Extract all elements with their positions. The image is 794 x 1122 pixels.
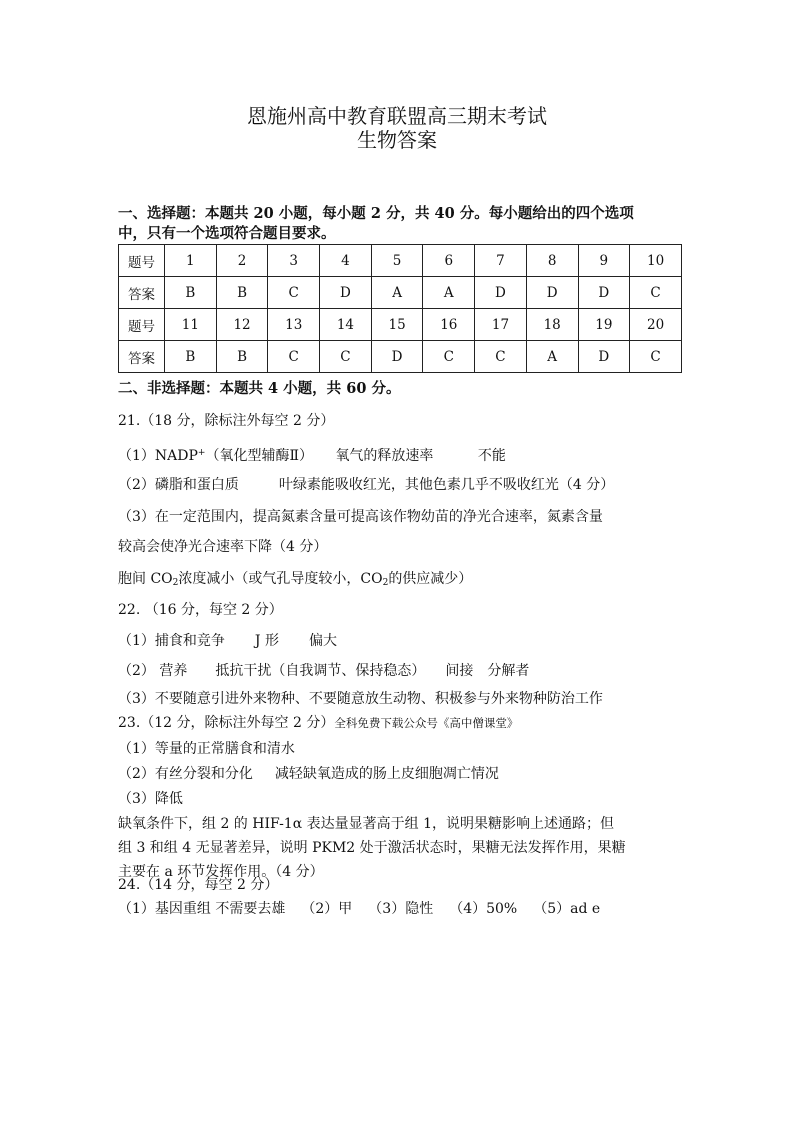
answer-table-cell: 19 (578, 309, 630, 341)
q23-a2-b: 减轻缺氧造成的肠上皮细胞凋亡情况 (274, 766, 499, 782)
q24-a5: （5）ad e (533, 901, 601, 917)
q23-answer-2 (118, 765, 499, 783)
answer-table-cell: A (371, 277, 423, 309)
q21-answer-3-line3 (118, 570, 472, 592)
answer-table-cell: 8 (526, 245, 578, 277)
q22-a2-b: 抵抗干扰（自我调节、保持稳态） (215, 663, 426, 679)
answer-table-cell: B (216, 277, 268, 309)
q22-a1-a: （1）捕食和竞争 (118, 633, 225, 649)
q21-heading: 21.（18 分，除标注外每空 2 分） (118, 413, 335, 429)
answer-table-cell: B (165, 277, 217, 309)
q22-answer-1 (118, 632, 337, 650)
q22-answer-3: （3）不要随意引进外来物种、不要随意放生动物、积极参与外来物种防治工作 (118, 691, 603, 707)
q24-answers (118, 900, 600, 918)
q22-answer-2 (118, 662, 529, 680)
answer-table-row (119, 341, 682, 373)
answer-table-cell: 14 (320, 309, 372, 341)
q23-a2-a: （2）有丝分裂和分化 (118, 766, 253, 782)
q23-answer-4-line3: 主要在 a 环节发挥作用。（4 分） (118, 864, 324, 880)
q21-a2-b: 叶绿素能吸收红光，其他色素几乎不吸收红光（4 分） (278, 477, 615, 493)
answer-table-cell: D (320, 277, 372, 309)
q21-a1-b: 氧气的释放速率 (335, 448, 434, 464)
q22-a1-b: J 形 (254, 633, 279, 649)
q22-a1-c: 偏大 (308, 633, 337, 649)
answer-table-cell: 4 (320, 245, 372, 277)
answer-table-row (119, 309, 682, 341)
page-title: 恩施州高中教育联盟高三期末考试 (247, 104, 547, 128)
q22-heading: 22. （16 分，每空 2 分） (118, 602, 283, 618)
answer-table-cell: D (526, 277, 578, 309)
answer-table-cell: 2 (216, 245, 268, 277)
answer-table-cell: 5 (371, 245, 423, 277)
answer-table-cell: C (475, 341, 527, 373)
q21-a3-l3-sub1: 2 (172, 578, 179, 588)
q21-a1-pre: （1）NADP (118, 448, 198, 464)
answer-table-cell: C (630, 341, 682, 373)
q24-a2: （2）甲 (301, 901, 353, 917)
q24-heading: 24.（14 分，每空 2 分） (118, 877, 279, 893)
answer-table-row (119, 277, 682, 309)
q21-a3-l3-b: 浓度减小（或气孔导度较小，CO (178, 571, 383, 587)
section1-heading-line2: 中，只有一个选项符合题目要求。 (118, 225, 336, 242)
q23-answer-4-line2: 组 3 和组 4 无显著差异，说明 PKM2 处于激活状态时，果糖无法发挥作用，果糖 (118, 840, 626, 856)
answer-table-cell: A (423, 277, 475, 309)
answer-table-cell: 13 (268, 309, 320, 341)
q23-answer-3: （3）降低 (118, 791, 183, 807)
q21-a1-c: 不能 (477, 448, 506, 464)
q21-a1-sup: + (197, 448, 206, 458)
q24-a4: （4）50% (449, 901, 518, 917)
q23-head: 23.（12 分，除标注外每空 2 分） (118, 715, 335, 731)
answer-table-cell: D (578, 277, 630, 309)
answer-table-row-label: 题号 (119, 309, 165, 341)
answer-table-cell: B (216, 341, 268, 373)
q21-answer-3-line2: 较高会使净光合速率下降（4 分） (118, 539, 328, 555)
q22-a2-c: 间接 (445, 663, 474, 679)
answer-table-cell: 16 (423, 309, 475, 341)
answer-table-cell: 6 (423, 245, 475, 277)
answer-table-cell: 12 (216, 309, 268, 341)
answer-table-cell: C (268, 277, 320, 309)
q21-a3-l3-a: 胞间 CO (118, 571, 173, 587)
answer-table (118, 244, 682, 373)
answer-table-cell: 3 (268, 245, 320, 277)
q23-answer-4-line1: 缺氧条件下，组 2 的 HIF-1α 表达量显著高于组 1，说明果糖影响上述通路；但 (118, 816, 614, 832)
answer-table-cell: C (320, 341, 372, 373)
answer-table-cell: 9 (578, 245, 630, 277)
section1-heading-line1: 一、选择题：本题共 20 小题，每小题 2 分，共 40 分。每小题给出的四个选项 (118, 205, 634, 222)
answer-table-cell: A (526, 341, 578, 373)
q21-a3-l3-sub2: 2 (382, 578, 389, 588)
answer-table-cell: 18 (526, 309, 578, 341)
answer-table-cell: B (165, 341, 217, 373)
q22-a2-a: （2） 营养 (118, 663, 188, 679)
q21-a2-a: （2）磷脂和蛋白质 (118, 477, 239, 493)
q24-a1: （1）基因重组 不需要去雄 (118, 901, 286, 917)
q21-answer-1 (118, 444, 506, 465)
q23-heading (118, 714, 518, 732)
answer-table-cell: C (423, 341, 475, 373)
answer-table-cell: D (371, 341, 423, 373)
answer-table-cell: D (475, 277, 527, 309)
q22-a2-d: 分解者 (487, 663, 530, 679)
q21-a1-mid: （氧化型辅酶Ⅱ） (205, 448, 313, 464)
q21-answer-2 (118, 476, 614, 494)
q24-a3: （3）隐性 (368, 901, 434, 917)
answer-table-row-label: 答案 (119, 341, 165, 373)
q23-answer-1: （1）等量的正常膳食和清水 (118, 741, 295, 757)
q21-a3-l3-c: 的供应减少） (388, 571, 473, 587)
answer-table-cell: 7 (475, 245, 527, 277)
answer-table-cell: C (630, 277, 682, 309)
answer-table-cell: 15 (371, 309, 423, 341)
page-subtitle: 生物答案 (357, 128, 437, 152)
section2-heading: 二、非选择题：本题共 4 小题，共 60 分。 (118, 380, 401, 397)
answer-table-cell: 11 (165, 309, 217, 341)
answer-table-cell: 1 (165, 245, 217, 277)
answer-table-cell: 17 (475, 309, 527, 341)
answer-table-row-label: 题号 (119, 245, 165, 277)
answer-table-row (119, 245, 682, 277)
answer-table-row-label: 答案 (119, 277, 165, 309)
answer-table-cell: 10 (630, 245, 682, 277)
answer-table-cell: C (268, 341, 320, 373)
q23-note: 全科免费下载公众号《高中僧课堂》 (334, 716, 519, 730)
answer-table-cell: 20 (630, 309, 682, 341)
q21-answer-3-line1: （3）在一定范围内，提高氮素含量可提高该作物幼苗的净光合速率，氮素含量 (118, 509, 603, 525)
answer-table-cell: D (578, 341, 630, 373)
